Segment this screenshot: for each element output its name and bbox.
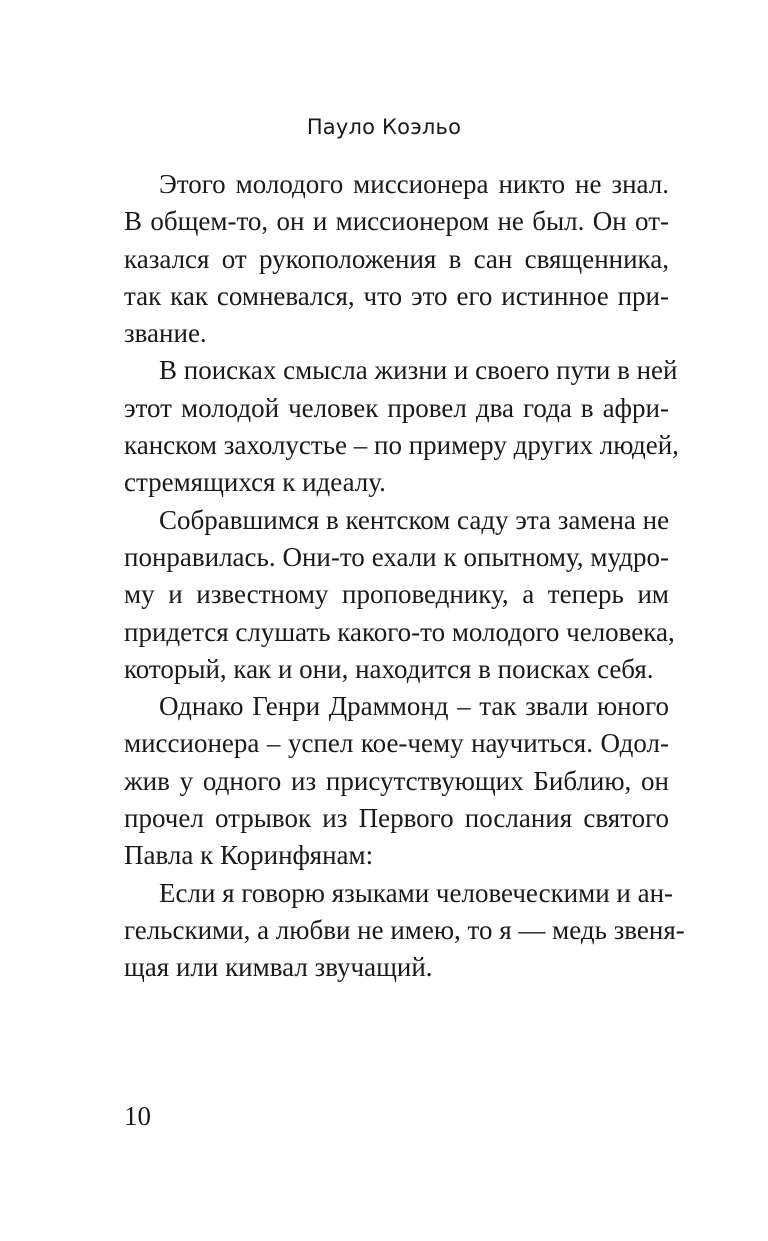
text-line: жив у одного из присутствующих Библию, он <box>124 765 669 796</box>
text-line: В общем-то, он и миссионером не был. Он от- <box>124 206 669 237</box>
text-line: Павла к Коринфянам: <box>124 840 374 871</box>
text-line: В поисках смысла жизни и своего пути в ней <box>159 355 678 386</box>
text-line: Собравшимся в кентском саду эта замена не <box>159 504 670 535</box>
page-number: 10 <box>124 1101 151 1131</box>
text-line: этот молодой человек провел два года в афри- <box>124 392 669 423</box>
text-line: который, как и они, находится в поисках себя. <box>124 653 654 684</box>
text-line: придется слушать какого-то молодого человека, <box>124 616 675 647</box>
text-line: стремящихся к идеалу. <box>124 467 386 498</box>
text-line: щая или кимвал звучащий. <box>124 952 433 983</box>
running-head-author: Пауло Коэльо <box>306 115 462 139</box>
text-line: му и известному проповеднику, а теперь им <box>124 579 669 610</box>
text-line: звание. <box>124 318 207 349</box>
text-line: так как сомневался, что это его истинное при- <box>124 280 669 311</box>
text-line: гельскими, а любви не имею, то я — медь звеня- <box>124 914 685 945</box>
text-line: Если я говорю языками человеческими и ан- <box>159 877 674 908</box>
text-line: миссионера – успел кое-чему научиться. Одол- <box>124 728 669 759</box>
text-line: понравилась. Они-то ехали к опытному, мудро- <box>124 541 669 572</box>
text-line: канском захолустье – по примеру других людей, <box>124 430 679 461</box>
text-line: прочел отрывок из Первого послания святого <box>124 803 669 834</box>
body-text <box>124 166 685 987</box>
text-line: Однако Генри Драммонд – так звали юного <box>159 691 669 722</box>
text-line: Этого молодого миссионера никто не знал. <box>159 169 669 199</box>
text-line: казался от рукоположения в сан священника, <box>124 243 669 274</box>
